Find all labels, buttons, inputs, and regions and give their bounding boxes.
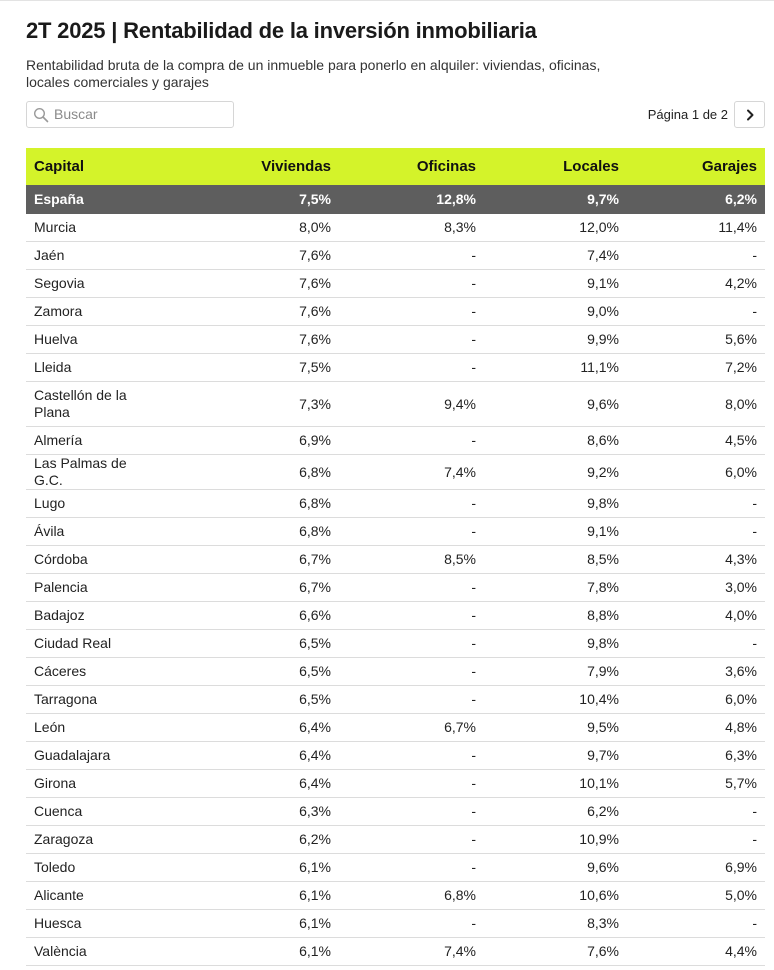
value-cell: 10,6% [484,882,627,910]
value-cell: 6,6% [166,602,339,630]
value-cell: 6,2% [166,826,339,854]
value-cell: 9,6% [484,382,627,427]
capital-cell: Zamora [26,298,166,326]
table-row [26,427,765,455]
value-cell: - [339,630,484,658]
value-cell: - [339,770,484,798]
value-cell: 7,6% [166,242,339,270]
column-header: Oficinas [339,148,484,185]
value-cell: 11,4% [627,214,765,242]
value-cell: 7,6% [166,298,339,326]
value-cell: - [339,427,484,455]
value-cell: 6,4% [166,714,339,742]
value-cell: 6,8% [339,882,484,910]
value-cell: 3,6% [627,658,765,686]
table-row [26,242,765,270]
column-header: Viviendas [166,148,339,185]
value-cell: 9,5% [484,714,627,742]
value-cell: 4,2% [627,270,765,298]
value-cell: - [339,686,484,714]
value-cell: 5,6% [627,326,765,354]
capital-cell: León [26,714,166,742]
value-cell: 6,2% [627,185,765,214]
table-row [26,298,765,326]
table-row [26,490,765,518]
value-cell: 9,1% [484,518,627,546]
value-cell: 8,5% [484,546,627,574]
page-title: 2T 2025 | Rentabilidad de la inversión inmobiliaria [26,18,537,43]
value-cell: 7,5% [166,354,339,382]
value-cell: 8,3% [339,214,484,242]
value-cell: 6,7% [339,714,484,742]
value-cell: 7,9% [484,658,627,686]
value-cell: 8,0% [627,382,765,427]
capital-cell: España [26,185,166,214]
column-header: Capital [26,148,166,185]
value-cell: - [627,242,765,270]
value-cell: - [339,518,484,546]
capital-cell: Segovia [26,270,166,298]
value-cell: 6,4% [166,770,339,798]
value-cell: 8,5% [339,546,484,574]
table-row [26,326,765,354]
table-row [26,630,765,658]
value-cell: 6,8% [166,455,339,490]
table-row [26,826,765,854]
value-cell: 6,5% [166,630,339,658]
capital-cell: Girona [26,770,166,798]
chevron-right-icon [745,109,755,121]
capital-cell: Castellón de la Plana [26,382,166,427]
value-cell: 9,8% [484,490,627,518]
capital-cell: Cáceres [26,658,166,686]
table-row [26,214,765,242]
top-divider [0,0,774,1]
table-row [26,854,765,882]
value-cell: 7,8% [484,574,627,602]
value-cell: 6,0% [627,686,765,714]
value-cell: - [339,602,484,630]
value-cell: 7,6% [166,270,339,298]
table-row [26,354,765,382]
value-cell: 11,1% [484,354,627,382]
value-cell: 6,1% [166,938,339,966]
table-row [26,714,765,742]
value-cell: 6,1% [166,854,339,882]
value-cell: 6,9% [166,427,339,455]
page-subtitle: Rentabilidad bruta de la compra de un inmueble para ponerlo en alquiler: viviendas, oficinas, locales comerciales y garajes [26,57,601,90]
value-cell: 7,2% [627,354,765,382]
value-cell: - [339,490,484,518]
value-cell: 6,3% [627,742,765,770]
table-row [26,798,765,826]
value-cell: 9,1% [484,270,627,298]
table-row [26,518,765,546]
value-cell: 6,8% [166,518,339,546]
value-cell: - [627,798,765,826]
search-box[interactable] [26,101,234,128]
capital-cell: Guadalajara [26,742,166,770]
value-cell: 8,8% [484,602,627,630]
capital-cell: Lugo [26,490,166,518]
capital-cell: Córdoba [26,546,166,574]
rentabilidad-table [26,148,765,966]
value-cell: 6,1% [166,882,339,910]
value-cell: 6,8% [166,490,339,518]
table-header-row [26,148,765,185]
value-cell: - [339,326,484,354]
value-cell: - [627,298,765,326]
capital-cell: Huesca [26,910,166,938]
value-cell: 6,9% [627,854,765,882]
column-header: Locales [484,148,627,185]
value-cell: 4,0% [627,602,765,630]
value-cell: - [339,854,484,882]
table-row [26,602,765,630]
capital-cell: Palencia [26,574,166,602]
capital-cell: València [26,938,166,966]
value-cell: 5,7% [627,770,765,798]
value-cell: 9,7% [484,742,627,770]
value-cell: 10,1% [484,770,627,798]
capital-cell: Ávila [26,518,166,546]
pagination-label: Página 1 de 2 [647,107,728,122]
capital-cell: Ciudad Real [26,630,166,658]
value-cell: - [627,518,765,546]
value-cell: 4,5% [627,427,765,455]
value-cell: 6,1% [166,910,339,938]
capital-cell: Las Palmas de G.C. [26,455,166,490]
value-cell: 10,9% [484,826,627,854]
table-row [26,658,765,686]
value-cell: 7,5% [166,185,339,214]
value-cell: 6,3% [166,798,339,826]
value-cell: 6,0% [627,455,765,490]
value-cell: - [339,574,484,602]
value-cell: 7,4% [339,938,484,966]
value-cell: 9,7% [484,185,627,214]
value-cell: 6,7% [166,574,339,602]
search-icon [33,107,49,123]
value-cell: 5,0% [627,882,765,910]
table-row [26,455,765,490]
value-cell: 8,0% [166,214,339,242]
value-cell: 7,4% [339,455,484,490]
value-cell: 6,7% [166,546,339,574]
table-row [26,938,765,966]
value-cell: 10,4% [484,686,627,714]
capital-cell: Huelva [26,326,166,354]
next-page-button[interactable] [734,101,765,128]
value-cell: 12,8% [339,185,484,214]
value-cell: 6,5% [166,658,339,686]
value-cell: 9,6% [484,854,627,882]
value-cell: - [339,658,484,686]
table-row [26,382,765,427]
value-cell: - [339,354,484,382]
table-row [26,770,765,798]
value-cell: 6,2% [484,798,627,826]
value-cell: 4,3% [627,546,765,574]
capital-cell: Almería [26,427,166,455]
table-row [26,546,765,574]
value-cell: 7,3% [166,382,339,427]
value-cell: 9,4% [339,382,484,427]
value-cell: 4,4% [627,938,765,966]
table-row [26,574,765,602]
value-cell: 8,6% [484,427,627,455]
capital-cell: Jaén [26,242,166,270]
value-cell: - [627,630,765,658]
value-cell: 9,8% [484,630,627,658]
value-cell: - [339,298,484,326]
value-cell: 3,0% [627,574,765,602]
value-cell: 7,6% [484,938,627,966]
value-cell: - [339,826,484,854]
capital-cell: Toledo [26,854,166,882]
value-cell: 12,0% [484,214,627,242]
capital-cell: Tarragona [26,686,166,714]
capital-cell: Zaragoza [26,826,166,854]
value-cell: 6,5% [166,686,339,714]
capital-cell: Alicante [26,882,166,910]
table-row [26,742,765,770]
table-body [26,185,765,966]
value-cell: - [627,826,765,854]
value-cell: 8,3% [484,910,627,938]
value-cell: 7,6% [166,326,339,354]
search-input[interactable] [54,104,224,124]
capital-cell: Badajoz [26,602,166,630]
value-cell: - [627,490,765,518]
value-cell: - [627,910,765,938]
value-cell: - [339,742,484,770]
value-cell: - [339,910,484,938]
value-cell: - [339,242,484,270]
table-row [26,270,765,298]
table-row [26,686,765,714]
summary-row [26,185,765,214]
capital-cell: Lleida [26,354,166,382]
value-cell: - [339,798,484,826]
capital-cell: Murcia [26,214,166,242]
value-cell: - [339,270,484,298]
value-cell: 9,2% [484,455,627,490]
table-row [26,882,765,910]
value-cell: 7,4% [484,242,627,270]
value-cell: 4,8% [627,714,765,742]
capital-cell: Cuenca [26,798,166,826]
value-cell: 9,0% [484,298,627,326]
value-cell: 6,4% [166,742,339,770]
value-cell: 9,9% [484,326,627,354]
column-header: Garajes [627,148,765,185]
table-row [26,910,765,938]
